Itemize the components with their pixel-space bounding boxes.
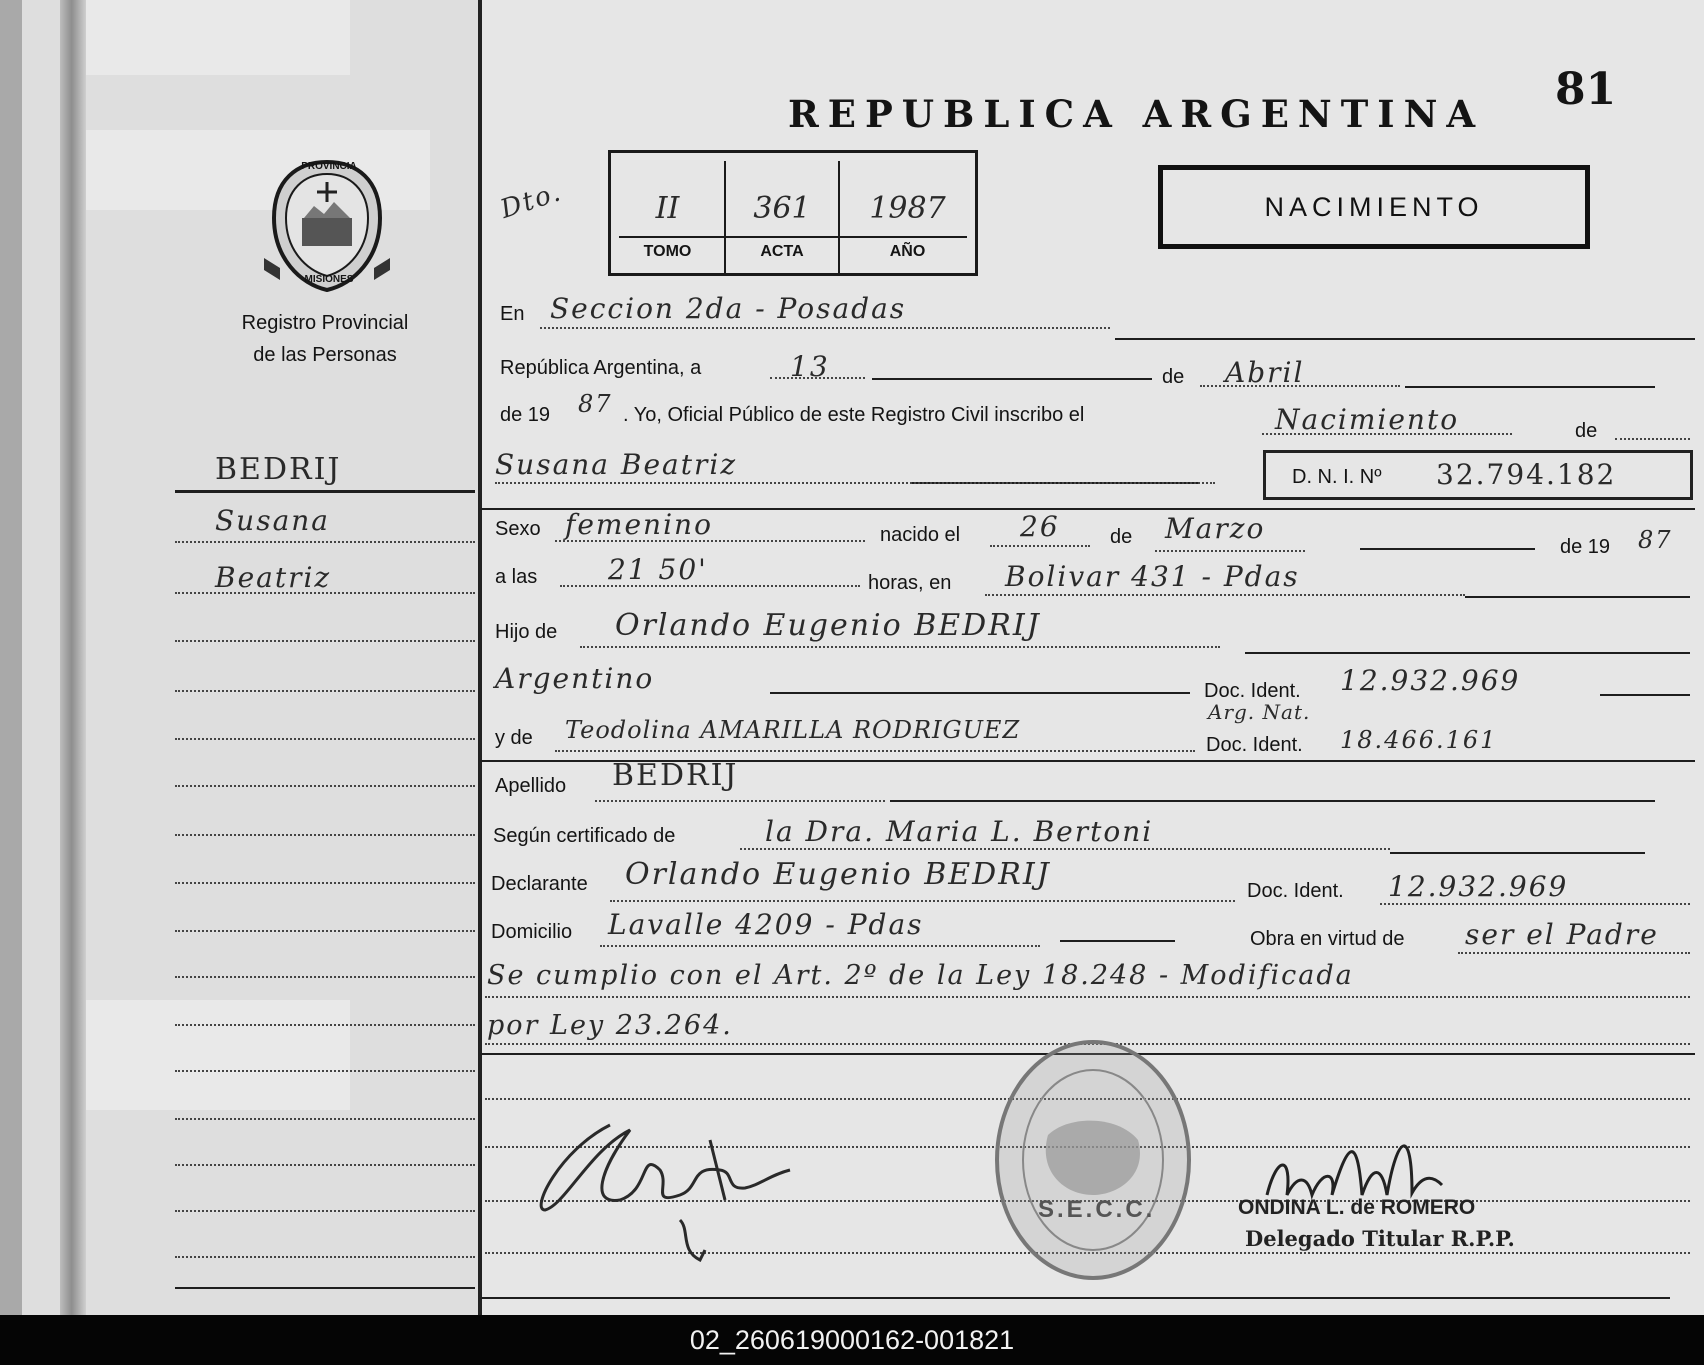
- birth-day-value: 26: [1020, 510, 1060, 543]
- stub-line: [175, 930, 475, 932]
- registry-name-line1: Registro Provincial: [241, 312, 409, 334]
- margin-note: Dto.: [496, 177, 566, 225]
- previous-page-edge: [0, 0, 22, 1315]
- sexo-value: femenino: [565, 508, 713, 541]
- sexo-label: Sexo: [495, 518, 541, 540]
- domicilio-value: Lavalle 4209 - Pdas: [608, 908, 924, 941]
- form-line: [872, 378, 1152, 380]
- stub-line: [175, 690, 475, 692]
- tape-piece: [80, 1000, 350, 1110]
- form-line: [1115, 338, 1695, 340]
- cell-underline: [619, 236, 967, 238]
- form-line: [770, 692, 1190, 694]
- year-suffix-value: 87: [578, 390, 613, 418]
- stub-first-name: Susana: [215, 504, 331, 537]
- acta-label: ACTA: [760, 243, 804, 260]
- stamp-center-text: S.E.C.C.: [1038, 1196, 1156, 1223]
- registry-name-line2: de las Personas: [253, 344, 397, 366]
- mother-doc-label: Doc. Ident.: [1206, 734, 1303, 756]
- stub-line: [175, 1024, 475, 1026]
- acta-value: 361: [753, 191, 811, 226]
- apellido-value: BEDRIJ: [612, 758, 739, 793]
- declarante-label: Declarante: [491, 873, 588, 895]
- en-value: Seccion 2da - Posadas: [550, 292, 907, 325]
- page-number: 81: [1555, 64, 1617, 115]
- stub-surname: BEDRIJ: [215, 452, 342, 487]
- domicilio-label: Domicilio: [491, 921, 573, 943]
- acta-cell: [726, 153, 838, 273]
- dni-value: 32.794.182: [1436, 458, 1617, 491]
- form-line: [495, 482, 1215, 484]
- misiones-seal-icon: [262, 158, 392, 293]
- stub-line: [175, 1210, 475, 1212]
- declarante-doc-value: 12.932.969: [1388, 870, 1569, 903]
- year-prefix-label: de 19: [500, 404, 551, 426]
- mother-doc-value: 18.466.161: [1340, 726, 1498, 754]
- seal-text-bottom: MISIONES: [304, 274, 354, 285]
- apellido-label: Apellido: [495, 775, 567, 797]
- stub-line: [175, 834, 475, 836]
- obra-label: Obra en virtud de: [1250, 928, 1405, 950]
- month-value: Abril: [1225, 356, 1305, 389]
- form-line: [1615, 438, 1690, 440]
- tomo-label: TOMO: [643, 243, 692, 260]
- page-binding: [60, 0, 86, 1315]
- document-type: NACIMIENTO: [1264, 191, 1484, 222]
- y-de-label: y de: [495, 727, 533, 749]
- form-line: [770, 377, 865, 379]
- de-year-label: de 19: [1560, 536, 1611, 558]
- header-title: REPUBLICA ARGENTINA: [788, 92, 1485, 136]
- birth-year-suffix: 87: [1638, 526, 1673, 554]
- declarante-doc-label: Doc. Ident.: [1247, 880, 1344, 902]
- stub-line: [175, 1164, 475, 1166]
- form-line: [560, 585, 860, 587]
- mother-nationality-note: Arg. Nat.: [1208, 700, 1311, 724]
- obra-value: ser el Padre: [1465, 918, 1659, 951]
- stub-line: [175, 738, 475, 740]
- form-line: [610, 900, 1235, 902]
- hijo-label: Hijo de: [495, 621, 558, 643]
- dni-box: [1263, 450, 1693, 500]
- stub-line: [175, 882, 475, 884]
- form-line: [1600, 694, 1690, 696]
- form-line: [1155, 550, 1305, 552]
- form-line: [1200, 385, 1400, 387]
- birth-month-value: Marzo: [1165, 512, 1266, 545]
- mother-value: Teodolina AMARILLA RODRIGUEZ: [565, 716, 1021, 744]
- official-stamp: [988, 1035, 1198, 1285]
- form-line: [1465, 596, 1690, 598]
- form-line: [1458, 952, 1690, 954]
- form-line: [555, 750, 1195, 752]
- father-nationality: Argentino: [495, 662, 655, 695]
- form-line: [1380, 903, 1690, 905]
- form-line: [540, 327, 1110, 329]
- father-doc-value: 12.932.969: [1340, 664, 1521, 697]
- form-line: [600, 945, 1040, 947]
- form-line: [1405, 386, 1655, 388]
- stub-line: [175, 592, 475, 594]
- form-line: [1390, 852, 1645, 854]
- de-label-2: de: [1575, 420, 1598, 442]
- segun-value: la Dra. Maria L. Bertoni: [765, 815, 1154, 848]
- horas-label: horas, en: [868, 572, 952, 594]
- inscribe-value: Nacimiento: [1275, 403, 1460, 436]
- day-value: 13: [790, 350, 830, 383]
- father-doc-label: Doc. Ident.: [1204, 680, 1301, 702]
- tomo-value: II: [655, 191, 680, 226]
- stub-line: [175, 541, 475, 543]
- de-label: de: [1162, 366, 1185, 388]
- section-rule: [480, 1297, 1670, 1299]
- nacido-label: nacido el: [880, 524, 961, 546]
- document-type-box: [1158, 165, 1590, 249]
- stub-line: [175, 1256, 475, 1258]
- stub-line: [175, 976, 475, 978]
- seal-text-top: PROVINCIA: [301, 161, 357, 172]
- form-line: [595, 800, 885, 802]
- form-line: [990, 545, 1090, 547]
- panel-divider: [478, 0, 482, 1315]
- tomo-cell: [611, 153, 724, 273]
- stub-line: [175, 1118, 475, 1120]
- ano-label: AÑO: [889, 243, 926, 260]
- declarant-signature: [520, 1110, 820, 1270]
- officer-title: Delegado Titular R.P.P.: [1245, 1226, 1515, 1251]
- father-value: Orlando Eugenio BEDRIJ: [615, 608, 1041, 643]
- stub-line: [175, 785, 475, 787]
- form-line: [580, 646, 1220, 648]
- form-line: [740, 848, 1390, 850]
- declarante-value: Orlando Eugenio BEDRIJ: [625, 857, 1051, 892]
- segun-label: Según certificado de: [493, 825, 676, 847]
- place-value: Bolivar 431 - Pdas: [1005, 560, 1300, 593]
- stub-line: [175, 640, 475, 642]
- note-line-2: por Ley 23.264.: [487, 1010, 733, 1041]
- stub-line: [175, 1287, 475, 1289]
- officer-name: ONDINA L. de ROMERO: [1238, 1196, 1476, 1219]
- hour-value: 21 50': [608, 553, 708, 586]
- en-label: En: [500, 303, 525, 325]
- note-line-1: Se cumplio con el Art. 2º de la Ley 18.248 - Modificada: [487, 960, 1354, 991]
- form-line: [985, 594, 1465, 596]
- a-las-label: a las: [495, 566, 538, 588]
- form-line: [555, 540, 865, 542]
- scan-identifier: 02_260619000162-001821: [0, 1315, 1704, 1365]
- form-line: [1060, 940, 1175, 942]
- form-line: [485, 996, 1690, 998]
- form-line: [1245, 652, 1690, 654]
- stub-line: [175, 490, 475, 493]
- form-line: [1360, 548, 1535, 550]
- yo-text: . Yo, Oficial Público de este Registro Civil inscribo el: [623, 404, 1085, 426]
- de-label-3: de: [1110, 526, 1133, 548]
- form-line: [890, 800, 1655, 802]
- stub-second-name: Beatriz: [215, 561, 332, 594]
- republica-label: República Argentina, a: [500, 357, 702, 379]
- form-line: [1262, 433, 1512, 435]
- person-name-value: Susana Beatriz: [495, 448, 738, 481]
- ano-value: 1987: [869, 191, 946, 226]
- stub-line: [175, 1070, 475, 1072]
- record-number-box: [608, 150, 978, 276]
- dni-label: D. N. I. Nº: [1292, 466, 1382, 488]
- ano-cell: [840, 153, 975, 273]
- tape-piece: [80, 0, 350, 75]
